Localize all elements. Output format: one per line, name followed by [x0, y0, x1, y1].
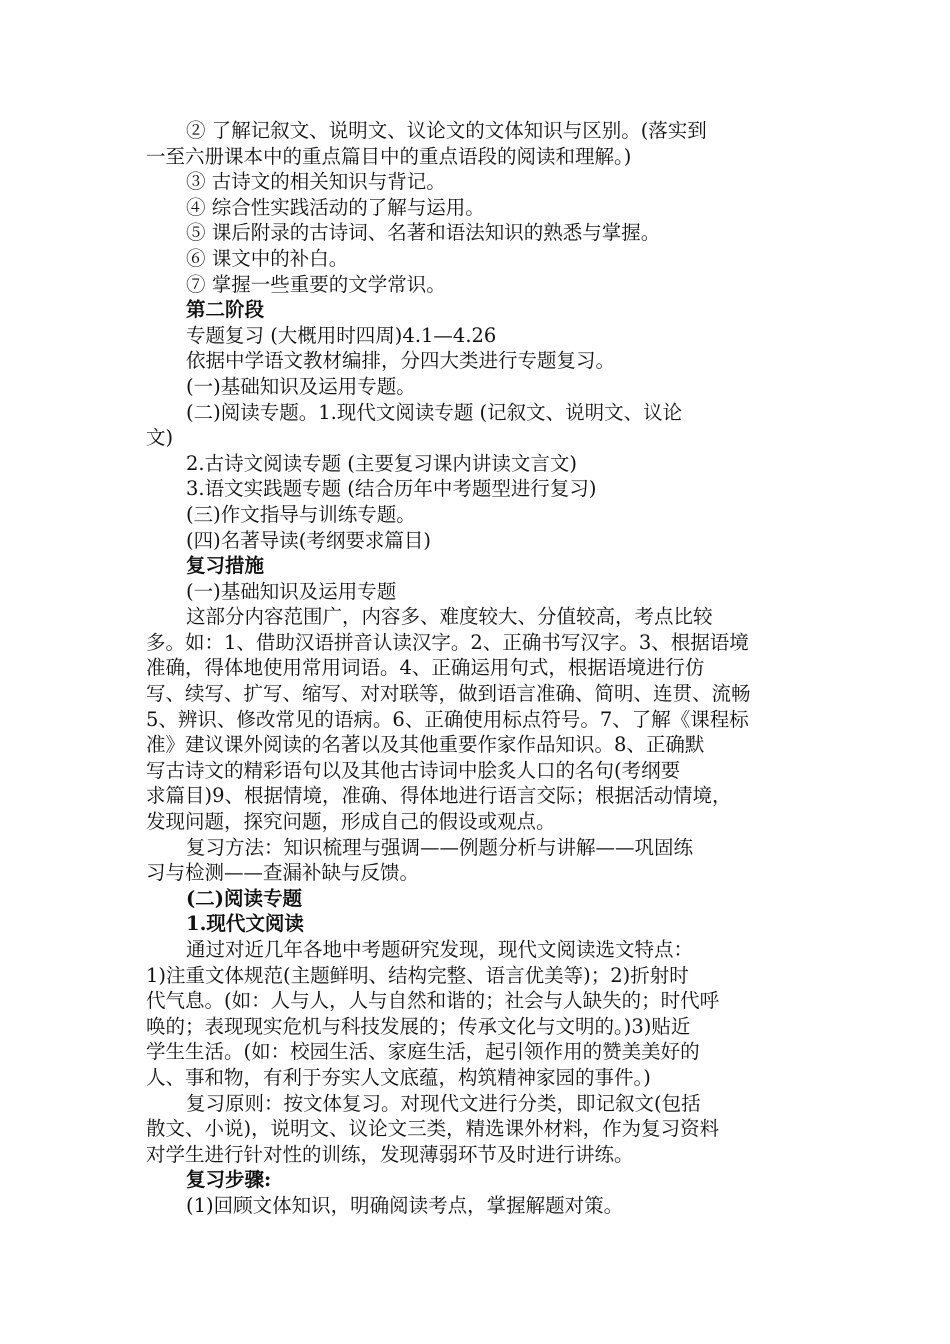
section-heading: (二)阅读专题 [186, 886, 302, 910]
section-heading: 第二阶段 [186, 298, 265, 322]
document-body [146, 118, 810, 1219]
text-line: 准确，得体地使用常用词语。4、正确运用句式，根据语境进行仿 [146, 656, 705, 680]
text-line: 复习方法：知识梳理与强调——例题分析与讲解——巩固练 [186, 835, 694, 859]
text-line: (1)回顾文体知识，明确阅读考点，掌握解题对策。 [186, 1193, 624, 1217]
text-line: ⑤ 课后附录的古诗词、名著和语法知识的熟悉与掌握。 [186, 221, 661, 245]
text-line: 学生生活。(如：校园生活、家庭生活，起引领作用的赞美美好的 [146, 1040, 700, 1064]
text-line: (三)作文指导与训练专题。 [186, 502, 416, 526]
text-line: 通过对近几年各地中考题研究发现，现代文阅读选文特点： [186, 938, 694, 961]
text-line: ② 了解记叙文、说明文、议论文的文体知识与区别。(落实到 [186, 119, 707, 142]
text-line: 2.古诗文阅读专题 (主要复习课内讲读文言文) [186, 451, 578, 475]
text-line: 唤的；表现现实危机与科技发展的；传承文化与文明的。)3)贴近 [146, 1014, 691, 1038]
text-line: 多。如：1、借助汉语拼音认读汉字。2、正确书写汉字。3、根据语境 [146, 630, 749, 654]
text-line: 代气息。(如：人与人，人与自然和谐的；社会与人缺失的；时代呼 [146, 989, 720, 1013]
text-line: ④ 综合性实践活动的了解与运用。 [186, 195, 485, 219]
text-line: 准》建议课外阅读的名著以及其他重要作家作品知识。8、正确默 [146, 733, 705, 757]
text-line: 习与检测——查漏补缺与反馈。 [146, 861, 420, 885]
text-line: (二)阅读专题。1.现代文阅读专题 (记叙文、说明文、议论 [186, 400, 683, 424]
text-line: 一至六册课本中的重点篇目中的重点语段的阅读和理解。) [146, 144, 632, 168]
section-heading: 复习措施 [186, 554, 265, 578]
section-heading: 复习步骤: [186, 1168, 272, 1192]
text-line: ③ 古诗文的相关知识与背记。 [186, 170, 446, 194]
text-line: 依据中学语文教材编排，分四大类进行专题复习。 [186, 349, 616, 373]
text-line: 1)注重文体规范(主题鲜明、结构完整、语言优美等)；2)折射时 [146, 963, 689, 987]
text-line: 发现问题，探究问题，形成自己的假设或观点。 [146, 810, 556, 834]
text-line: ⑥ 课文中的补白。 [186, 246, 349, 270]
text-line: (四)名著导读(考纲要求篇目) [186, 528, 431, 552]
text-line: 文) [146, 426, 174, 450]
text-line: ⑦ 掌握一些重要的文学常识。 [186, 272, 446, 296]
text-line: 散文、小说)，说明文、议论文三类，精选课外材料，作为复习资料 [146, 1117, 720, 1141]
text-line: 复习原则：按文体复习。对现代文进行分类，即记叙文(包括 [186, 1091, 701, 1115]
text-line: 写、续写、扩写、缩写、对对联等，做到语言准确、简明、连贯、流畅 [146, 682, 751, 706]
text-line: 这部分内容范围广，内容多、难度较大、分值较高，考点比较 [186, 605, 713, 629]
text-line: 求篇目)9、根据情境，准确、得体地进行语言交际；根据活动情境， [146, 784, 732, 808]
text-line: 人、事和物，有利于夯实人文底蕴，构筑精神家园的事件。) [146, 1065, 651, 1089]
text-line: 5、辨识、修改常见的语病。6、正确使用标点符号。7、了解《课程标 [146, 707, 749, 731]
text-line: 专题复习 (大概用时四周)4.1—4.26 [186, 323, 497, 347]
text-line: (一)基础知识及运用专题。 [186, 374, 416, 398]
text-line: 3.语文实践题专题 (结合历年中考题型进行复习) [186, 477, 597, 501]
text-line: (一)基础知识及运用专题 [186, 579, 397, 603]
text-line: 对学生进行针对性的训练，发现薄弱环节及时进行讲练。 [146, 1142, 634, 1166]
text-line: 写古诗文的精彩语句以及其他古诗词中脍炙人口的名句(考纲要 [146, 758, 681, 782]
section-heading: 1.现代文阅读 [186, 912, 304, 936]
